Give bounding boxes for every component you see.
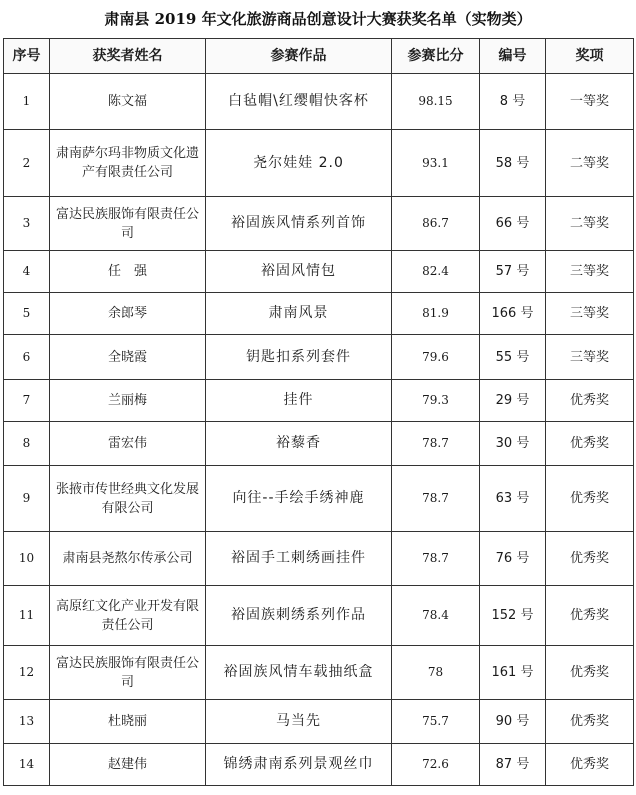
cell-number: 87 号	[480, 744, 546, 786]
cell-index: 3	[4, 197, 50, 251]
cell-award: 优秀奖	[546, 586, 634, 646]
cell-work: 锦绣肃南系列景观丝巾	[206, 744, 392, 786]
cell-score: 78.7	[392, 422, 480, 466]
cell-score: 78.7	[392, 532, 480, 586]
table-row	[4, 646, 634, 700]
cell-work: 裕固手工刺绣画挂件	[206, 532, 392, 586]
cell-award: 优秀奖	[546, 422, 634, 466]
table-row	[4, 251, 634, 293]
cell-number: 57 号	[480, 251, 546, 293]
cell-index: 7	[4, 380, 50, 422]
cell-index: 11	[4, 586, 50, 646]
table-row	[4, 466, 634, 532]
cell-award: 优秀奖	[546, 380, 634, 422]
table-row	[4, 586, 634, 646]
cell-winner: 高原红文化产业开发有限责任公司	[50, 586, 206, 646]
table-row	[4, 130, 634, 197]
cell-index: 6	[4, 335, 50, 380]
cell-work: 钥匙扣系列套件	[206, 335, 392, 380]
table-header-row	[4, 39, 634, 74]
cell-work: 马当先	[206, 700, 392, 744]
header-index: 序号	[4, 39, 50, 74]
cell-score: 79.3	[392, 380, 480, 422]
cell-award: 二等奖	[546, 130, 634, 197]
cell-winner: 肃南县尧熬尔传承公司	[50, 532, 206, 586]
cell-score: 78.7	[392, 466, 480, 532]
cell-work: 裕固风情包	[206, 251, 392, 293]
cell-winner: 余郎琴	[50, 293, 206, 335]
cell-index: 5	[4, 293, 50, 335]
cell-winner: 富达民族服饰有限责任公司	[50, 646, 206, 700]
cell-index: 1	[4, 74, 50, 130]
cell-score: 81.9	[392, 293, 480, 335]
table-row	[4, 380, 634, 422]
cell-number: 58 号	[480, 130, 546, 197]
cell-score: 79.6	[392, 335, 480, 380]
cell-work: 肃南风景	[206, 293, 392, 335]
cell-index: 2	[4, 130, 50, 197]
cell-winner: 全晓霞	[50, 335, 206, 380]
cell-award: 三等奖	[546, 251, 634, 293]
cell-index: 14	[4, 744, 50, 786]
cell-index: 9	[4, 466, 50, 532]
cell-winner: 赵建伟	[50, 744, 206, 786]
cell-work: 裕固族风情车载抽纸盒	[206, 646, 392, 700]
table-row	[4, 744, 634, 786]
cell-award: 优秀奖	[546, 700, 634, 744]
table-row	[4, 422, 634, 466]
header-award: 奖项	[546, 39, 634, 74]
cell-award: 优秀奖	[546, 466, 634, 532]
table-row	[4, 197, 634, 251]
cell-award: 一等奖	[546, 74, 634, 130]
cell-number: 166 号	[480, 293, 546, 335]
cell-award: 优秀奖	[546, 646, 634, 700]
cell-score: 98.15	[392, 74, 480, 130]
cell-number: 29 号	[480, 380, 546, 422]
cell-index: 10	[4, 532, 50, 586]
cell-number: 66 号	[480, 197, 546, 251]
cell-score: 78	[392, 646, 480, 700]
cell-score: 93.1	[392, 130, 480, 197]
cell-index: 12	[4, 646, 50, 700]
cell-score: 72.6	[392, 744, 480, 786]
cell-work: 白毡帽\红缨帽快客杯	[206, 74, 392, 130]
cell-winner: 雷宏伟	[50, 422, 206, 466]
cell-award: 三等奖	[546, 293, 634, 335]
cell-winner: 陈文福	[50, 74, 206, 130]
table-row	[4, 700, 634, 744]
header-number: 编号	[480, 39, 546, 74]
cell-winner: 任 强	[50, 251, 206, 293]
cell-index: 13	[4, 700, 50, 744]
cell-work: 裕固族风情系列首饰	[206, 197, 392, 251]
cell-award: 优秀奖	[546, 744, 634, 786]
cell-index: 8	[4, 422, 50, 466]
cell-work: 挂件	[206, 380, 392, 422]
cell-work: 裕固族刺绣系列作品	[206, 586, 392, 646]
cell-award: 优秀奖	[546, 532, 634, 586]
cell-number: 90 号	[480, 700, 546, 744]
cell-winner: 富达民族服饰有限责任公司	[50, 197, 206, 251]
cell-score: 82.4	[392, 251, 480, 293]
cell-number: 76 号	[480, 532, 546, 586]
cell-number: 63 号	[480, 466, 546, 532]
table-row	[4, 532, 634, 586]
cell-work: 向往--手绘手绣神鹿	[206, 466, 392, 532]
cell-winner: 杜晓丽	[50, 700, 206, 744]
cell-award: 三等奖	[546, 335, 634, 380]
cell-award: 二等奖	[546, 197, 634, 251]
cell-score: 75.7	[392, 700, 480, 744]
cell-winner: 兰丽梅	[50, 380, 206, 422]
table-row	[4, 74, 634, 130]
cell-score: 86.7	[392, 197, 480, 251]
table-row	[4, 293, 634, 335]
awards-table	[3, 38, 634, 786]
cell-number: 55 号	[480, 335, 546, 380]
cell-index: 4	[4, 251, 50, 293]
header-winner: 获奖者姓名	[50, 39, 206, 74]
cell-work: 裕藜香	[206, 422, 392, 466]
cell-number: 30 号	[480, 422, 546, 466]
cell-winner: 肃南萨尔玛非物质文化遗产有限责任公司	[50, 130, 206, 197]
cell-winner: 张掖市传世经典文化发展有限公司	[50, 466, 206, 532]
cell-number: 152 号	[480, 586, 546, 646]
table-row	[4, 335, 634, 380]
cell-number: 8 号	[480, 74, 546, 130]
header-work: 参赛作品	[206, 39, 392, 74]
header-score: 参赛比分	[392, 39, 480, 74]
page-title: 肃南县 2019 年文化旅游商品创意设计大赛获奖名单（实物类）	[104, 10, 532, 28]
cell-number: 161 号	[480, 646, 546, 700]
cell-work: 尧尔娃娃 2.0	[206, 130, 392, 197]
cell-score: 78.4	[392, 586, 480, 646]
